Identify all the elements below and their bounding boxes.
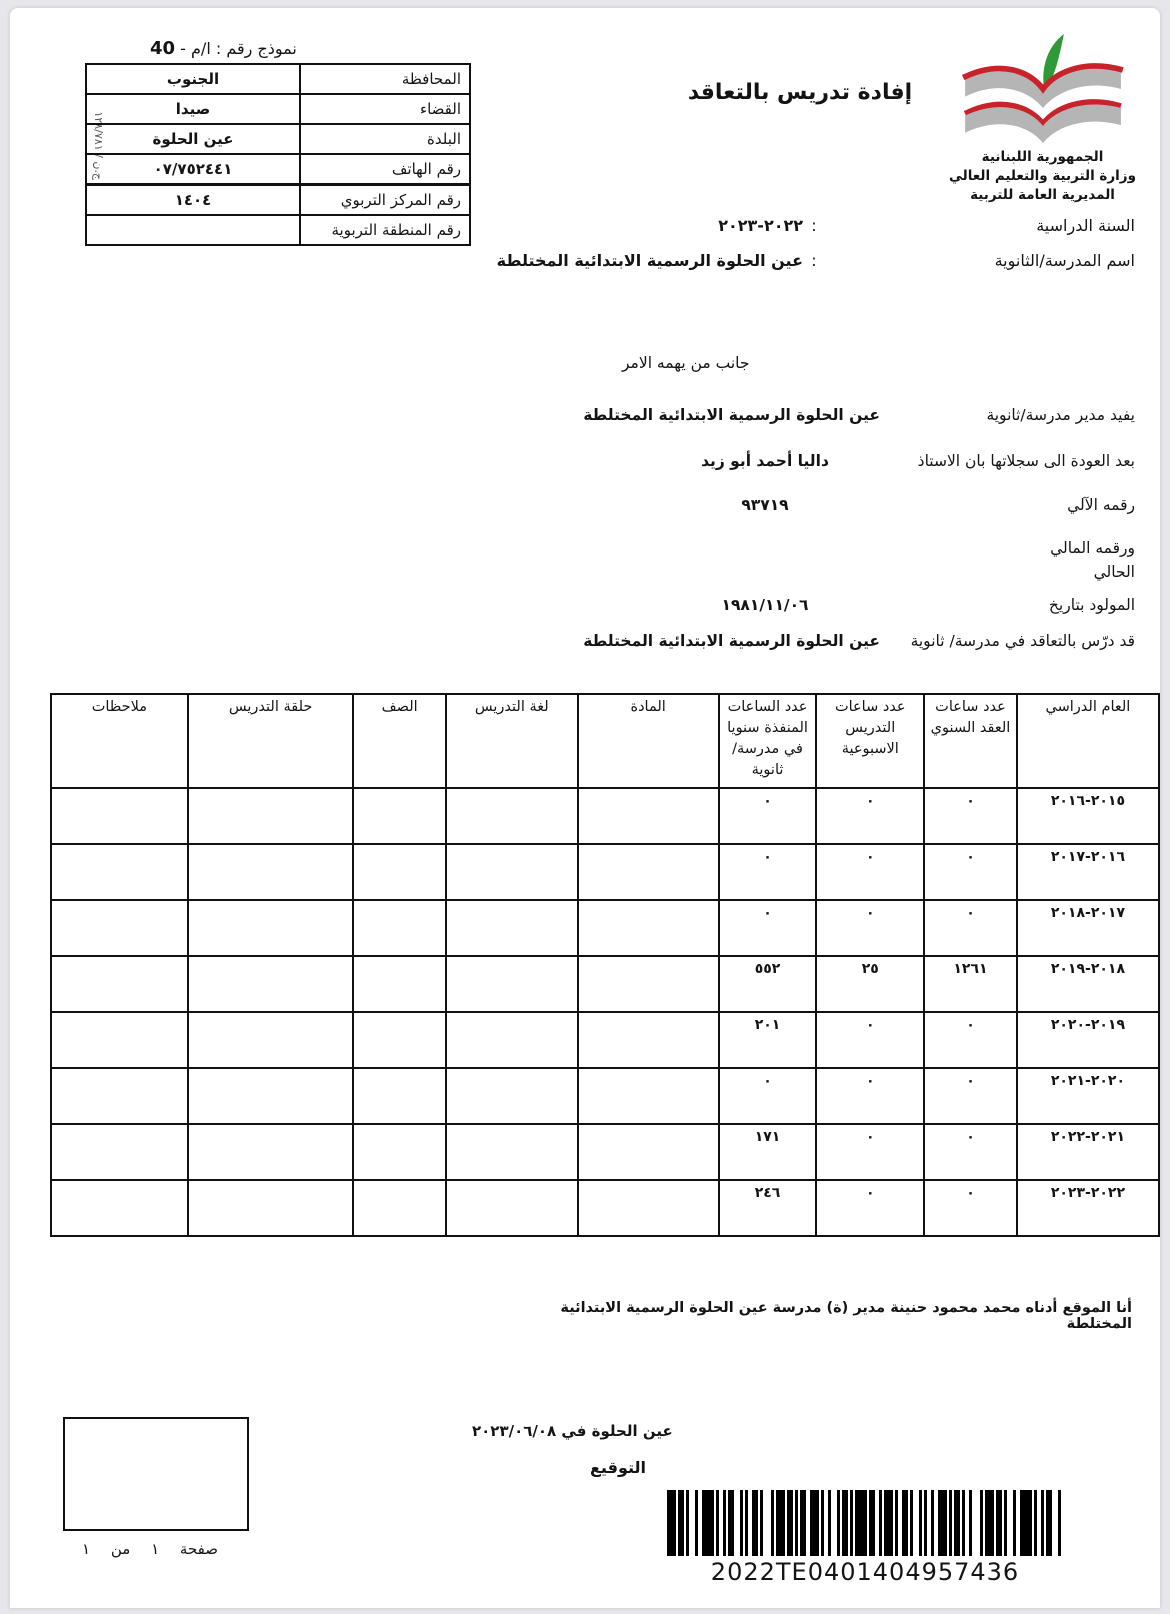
table-cell-year: ٢٠٢١-٢٠٢٢ — [1017, 1124, 1159, 1180]
statement-label: المولود بتاريخ — [1048, 596, 1135, 614]
table-cell-weekly: ٠ — [816, 1068, 924, 1124]
table-cell-notes — [51, 788, 188, 844]
table-cell-grade — [353, 844, 445, 900]
ministry-name-line3: المديرية العامة للتربية — [970, 187, 1115, 203]
column-header: المادة — [578, 694, 719, 788]
undersigned-statement: أنا الموقع أدناه محمد محمود حنينة مدير (ة) مدرسة عين الحلوة الرسمية الابتدائية المختلطة — [560, 1300, 1132, 1332]
table-cell-subject — [578, 844, 719, 900]
table-cell-executed: ١٧١ — [719, 1124, 817, 1180]
table-cell-subject — [578, 788, 719, 844]
table-cell-language — [446, 900, 578, 956]
table-row — [51, 956, 1159, 1012]
salutation-text: جانب من يهمه الامر — [622, 354, 750, 372]
info-label: المحافظة — [300, 64, 470, 94]
table-row — [51, 1124, 1159, 1180]
teaching-hours-table — [50, 693, 1160, 1237]
page-title: إفادة تدريس بالتعاقد — [687, 80, 913, 105]
statement-label: رقمه الآلي — [1067, 496, 1135, 514]
table-cell-cycle — [188, 788, 354, 844]
table-cell-notes — [51, 1180, 188, 1236]
barcode-block — [665, 1490, 1065, 1586]
table-cell-annual: ١٢٦١ — [924, 956, 1017, 1012]
table-cell-grade — [353, 1012, 445, 1068]
statement-line — [40, 452, 1135, 470]
table-row — [51, 844, 1159, 900]
colon: : — [811, 251, 817, 270]
statement-line — [40, 536, 1135, 584]
statement-label: قد درّس بالتعاقد في مدرسة/ ثانوية — [910, 632, 1135, 650]
table-row — [51, 1180, 1159, 1236]
school-year-line — [40, 216, 1135, 235]
school-name-value: عين الحلوة الرسمية الابتدائية المختلطة — [496, 251, 803, 270]
statement-value: عين الحلوة الرسمية الابتدائية المختلطة — [583, 632, 880, 650]
info-label: رقم المركز التربوي — [300, 185, 470, 216]
table-cell-weekly: ٠ — [816, 1180, 924, 1236]
statement-value: داليا أحمد أبو زيد — [701, 452, 829, 470]
table-cell-year: ٢٠١٦-٢٠١٧ — [1017, 844, 1159, 900]
statement-label: ورقمه المالي الحالي — [1050, 539, 1135, 581]
form-number-line — [150, 38, 360, 59]
table-cell-annual: ٠ — [924, 1124, 1017, 1180]
info-value: الجنوب — [86, 64, 300, 94]
column-header: العام الدراسي — [1017, 694, 1159, 788]
form-number-value: 40 — [150, 38, 176, 59]
table-cell-grade — [353, 900, 445, 956]
table-row — [86, 124, 470, 154]
table-cell-subject — [578, 1124, 719, 1180]
page-number-label: صفحة ١ من ١ — [82, 1540, 218, 1558]
column-header: حلقة التدريس — [188, 694, 354, 788]
table-cell-subject — [578, 956, 719, 1012]
table-cell-annual: ٠ — [924, 1012, 1017, 1068]
info-value: عين الحلوة — [86, 124, 300, 154]
column-header: عدد ساعات التدريس الاسبوعية — [816, 694, 924, 788]
table-cell-executed: ٠ — [719, 900, 817, 956]
table-cell-language — [446, 956, 578, 1012]
document-page — [10, 8, 1160, 1608]
table-row — [51, 900, 1159, 956]
table-cell-year: ٢٠١٩-٢٠٢٠ — [1017, 1012, 1159, 1068]
table-cell-year: ٢٠٢٠-٢٠٢١ — [1017, 1068, 1159, 1124]
statement-line — [40, 596, 1135, 614]
table-cell-annual: ٠ — [924, 788, 1017, 844]
table-row — [86, 94, 470, 124]
table-cell-notes — [51, 1012, 188, 1068]
table-cell-notes — [51, 1124, 188, 1180]
school-year-value: ٢٠٢٢-٢٠٢٣ — [718, 216, 803, 235]
school-year-label: السنة الدراسية — [1036, 216, 1135, 235]
table-header-row — [51, 694, 1159, 788]
table-cell-language — [446, 1180, 578, 1236]
table-cell-year: ٢٠١٨-٢٠١٩ — [1017, 956, 1159, 1012]
table-cell-annual: ٠ — [924, 844, 1017, 900]
statement-line — [40, 496, 1135, 514]
table-cell-annual: ٠ — [924, 1068, 1017, 1124]
table-cell-grade — [353, 788, 445, 844]
stamp-box — [63, 1417, 249, 1531]
school-name-label: اسم المدرسة/الثانوية — [994, 251, 1135, 270]
info-value: ١٤٠٤ — [86, 185, 300, 216]
table-cell-year: ٢٠٢٢-٢٠٢٣ — [1017, 1180, 1159, 1236]
info-label: القضاء — [300, 94, 470, 124]
table-cell-executed: ٢٠١ — [719, 1012, 817, 1068]
table-cell-notes — [51, 1068, 188, 1124]
margin-reference-text: ج.ن / ١٢٨/٧٨١ — [92, 111, 105, 180]
table-cell-subject — [578, 1180, 719, 1236]
ministry-logo-block — [935, 30, 1150, 205]
column-header: الصف — [353, 694, 445, 788]
statement-value: ١٩٨١/١١/٠٦ — [721, 596, 809, 614]
table-cell-cycle — [188, 1068, 354, 1124]
column-header: عدد ساعات العقد السنوي — [924, 694, 1017, 788]
table-cell-executed: ٠ — [719, 788, 817, 844]
table-cell-language — [446, 1068, 578, 1124]
table-cell-weekly: ٢٥ — [816, 956, 924, 1012]
table-cell-cycle — [188, 844, 354, 900]
table-cell-weekly: ٠ — [816, 788, 924, 844]
form-number-label: نموذج رقم : ا/م - — [180, 39, 297, 58]
table-cell-annual: ٠ — [924, 900, 1017, 956]
table-row — [51, 1068, 1159, 1124]
table-cell-language — [446, 788, 578, 844]
column-header: عدد الساعات المنفذة سنويا في مدرسة/ثانوية — [719, 694, 817, 788]
table-cell-weekly: ٠ — [816, 1012, 924, 1068]
statement-value: عين الحلوة الرسمية الابتدائية المختلطة — [583, 406, 880, 424]
statement-line — [40, 632, 1135, 650]
place-and-date: عين الحلوة في ٢٠٢٣/٠٦/٠٨ — [472, 1422, 673, 1440]
table-cell-year: ٢٠١٧-٢٠١٨ — [1017, 900, 1159, 956]
ministry-name-line1: الجمهورية اللبنانية — [981, 149, 1104, 165]
info-value: صيدا — [86, 94, 300, 124]
statement-label: يفيد مدير مدرسة/ثانوية — [986, 406, 1135, 424]
table-row — [86, 185, 470, 216]
table-row — [51, 1012, 1159, 1068]
statement-value: ٩٣٧١٩ — [741, 496, 789, 514]
signature-label: التوقيع — [590, 1458, 646, 1477]
table-cell-cycle — [188, 1180, 354, 1236]
table-cell-executed: ٢٤٦ — [719, 1180, 817, 1236]
statement-line — [40, 406, 1135, 424]
column-header: ملاحظات — [51, 694, 188, 788]
table-cell-language — [446, 1124, 578, 1180]
table-cell-executed: ٠ — [719, 844, 817, 900]
table-cell-grade — [353, 956, 445, 1012]
table-cell-annual: ٠ — [924, 1180, 1017, 1236]
table-cell-weekly: ٠ — [816, 844, 924, 900]
table-row — [51, 788, 1159, 844]
table-cell-language — [446, 1012, 578, 1068]
table-cell-grade — [353, 1124, 445, 1180]
table-cell-executed: ٥٥٢ — [719, 956, 817, 1012]
table-cell-year: ٢٠١٥-٢٠١٦ — [1017, 788, 1159, 844]
table-cell-grade — [353, 1180, 445, 1236]
info-label: رقم الهاتف — [300, 154, 470, 185]
column-header: لغة التدريس — [446, 694, 578, 788]
info-label: البلدة — [300, 124, 470, 154]
table-cell-notes — [51, 900, 188, 956]
info-value: ٠٧/٧٥٢٤٤١ — [86, 154, 300, 185]
table-cell-cycle — [188, 900, 354, 956]
table-cell-cycle — [188, 1012, 354, 1068]
colon: : — [811, 216, 817, 235]
info-label: رقم المنطقة التربوية — [300, 215, 470, 245]
table-row — [86, 64, 470, 94]
statement-label: بعد العودة الى سجلاتها بان الاستاذ — [917, 452, 1135, 470]
table-cell-subject — [578, 900, 719, 956]
table-cell-weekly: ٠ — [816, 900, 924, 956]
table-cell-notes — [51, 844, 188, 900]
ministry-name-line2: وزارة التربية والتعليم العالي — [949, 168, 1136, 184]
table-cell-cycle — [188, 1124, 354, 1180]
school-name-line — [40, 251, 1135, 270]
table-cell-subject — [578, 1068, 719, 1124]
table-cell-notes — [51, 956, 188, 1012]
barcode-icon — [667, 1490, 1063, 1556]
table-cell-language — [446, 844, 578, 900]
table-cell-weekly: ٠ — [816, 1124, 924, 1180]
open-book-cedar-logo-icon — [935, 30, 1150, 148]
table-cell-executed: ٠ — [719, 1068, 817, 1124]
table-cell-cycle — [188, 956, 354, 1012]
table-cell-subject — [578, 1012, 719, 1068]
table-row — [86, 154, 470, 185]
table-cell-grade — [353, 1068, 445, 1124]
barcode-text: 2022TE0401404957436 — [710, 1558, 1020, 1586]
